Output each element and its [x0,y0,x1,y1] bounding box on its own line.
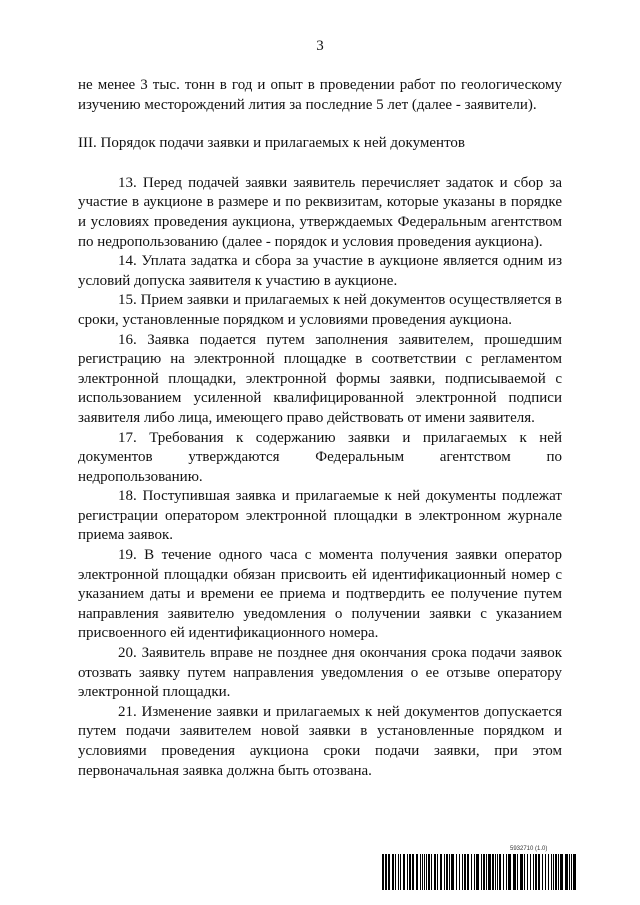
barcode-block [382,846,578,892]
paragraph-21: 21. Изменение заявки и прилагаемых к ней документов допускается путем подачи заявителем новой заявки в установленные порядком и условиями проведения аукциона сроки подачи заявки, при этом первоначальная заявка должна быть отозвана. [78,703,562,779]
continuation-paragraph: не менее 3 тыс. тонн в год и опыт в проведении работ по геологическому изучению месторождений лития за последние 5 лет (далее - заявители). [78,77,562,113]
paragraph-19: 19. В течение одного часа с момента получения заявки оператор электронной площадки обязан присвоить ей идентификационный номер с указанием даты и времени ее приема и подтвердить ее получение путем направления заявителю уведомления о получении заявки с указанием присвоенного ей идентификационного номера. [78,547,562,642]
paragraph-13: 13. Перед подачей заявки заявитель перечисляет задаток и сбор за участие в аукционе в размере и по реквизитам, которые указаны в порядке и условиях проведения аукциона, утверждаемых Федеральным агентством по недропользованию (далее - порядок и условия проведения аукциона). [78,174,562,250]
paragraph-17: 17. Требования к содержанию заявки и прилагаемых к ней документов утверждаются Федеральным агентством по недропользованию. [78,429,562,485]
paragraph-18: 18. Поступившая заявка и прилагаемые к ней документы подлежат регистрации оператором электронной площадки в электронном журнале приема заявок. [78,488,562,544]
section-title: III. Порядок подачи заявки и прилагаемых к ней документов [78,135,466,152]
barcode-caption: 5932710 (1.0) [510,846,548,852]
paragraph-16: 16. Заявка подается путем заполнения заявителем, прошедшим регистрацию на электронной площадке в соответствии с регламентом электронной площадки, электронной формы заявки, подписываемой с использованием усиленной квалифицированной электронной подписи заявителя либо лица, имеющего право действовать от имени заявителя. [78,331,562,426]
page-number: 3 [316,38,324,54]
barcode-icon [382,854,578,890]
paragraph-15: 15. Прием заявки и прилагаемых к ней документов осуществляется в сроки, установленные порядком и условиями проведения аукциона. [78,292,562,328]
paragraph-14: 14. Уплата задатка и сбора за участие в аукционе является одним из условий допуска заявителя к участию в аукционе. [78,253,562,289]
document-body [78,76,562,781]
paragraph-20: 20. Заявитель вправе не позднее дня окончания срока подачи заявок отозвать заявку путем направления уведомления о ее отзыве оператору электронной площадки. [78,645,562,701]
